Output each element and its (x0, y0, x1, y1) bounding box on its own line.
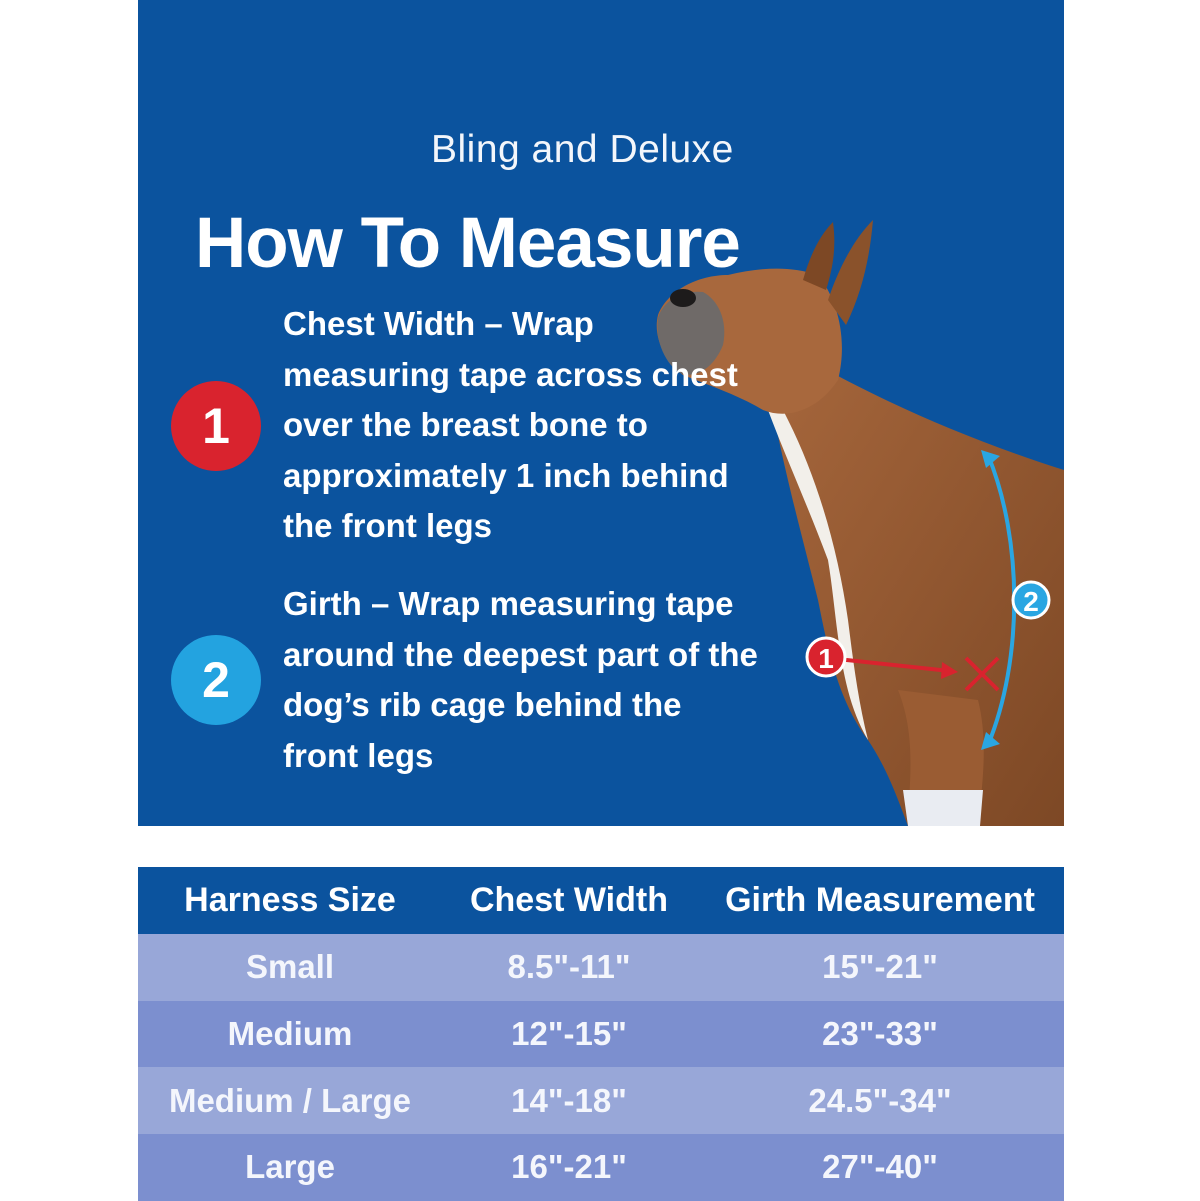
chest-width-cell: 14"-18" (511, 1081, 627, 1119)
girth-cell: 15"-21" (822, 948, 938, 986)
table-row (138, 934, 1064, 1001)
size-cell: Medium (227, 1015, 353, 1053)
page-title: How To Measure (195, 204, 740, 283)
table-row (138, 1134, 1064, 1201)
header-harness-size: Harness Size (184, 881, 396, 919)
size-cell: Medium / Large (168, 1081, 412, 1119)
size-chart-table (138, 867, 1064, 1201)
girth-cell: 23"-33" (822, 1015, 938, 1053)
step-1-instructions: Chest Width – Wrap measuring tape across chest over the breast bone to approximately 1 inch behind the front legs (283, 305, 738, 544)
chest-marker-label: 1 (818, 643, 834, 674)
girth-cell: 27"-40" (822, 1148, 938, 1186)
step-1-badge: 1 (171, 381, 261, 471)
header-girth-measurement: Girth Measurement (725, 881, 1035, 919)
table-row (138, 1001, 1064, 1068)
chest-width-cell: 12"-15" (511, 1015, 627, 1053)
girth-cell: 24.5"-34" (808, 1081, 952, 1119)
step-2-instructions: Girth – Wrap measuring tape around the deepest part of the dog’s rib cage behind the front legs (283, 585, 758, 774)
product-subtitle: Bling and Deluxe (431, 128, 734, 171)
table-header-row (138, 867, 1064, 934)
how-to-measure-panel (138, 0, 1064, 826)
dog-ear-left (803, 222, 834, 290)
size-cell: Large (245, 1148, 335, 1186)
table-row (138, 1067, 1064, 1134)
header-chest-width: Chest Width (469, 881, 668, 919)
step-2-badge: 2 (171, 635, 261, 725)
size-cell: Small (245, 948, 335, 986)
dog-paw (903, 790, 983, 826)
chest-width-cell: 8.5"-11" (507, 948, 631, 986)
chest-width-cell: 16"-21" (511, 1148, 627, 1186)
dog-ear-right (828, 220, 873, 325)
girth-marker-label: 2 (1023, 586, 1039, 617)
